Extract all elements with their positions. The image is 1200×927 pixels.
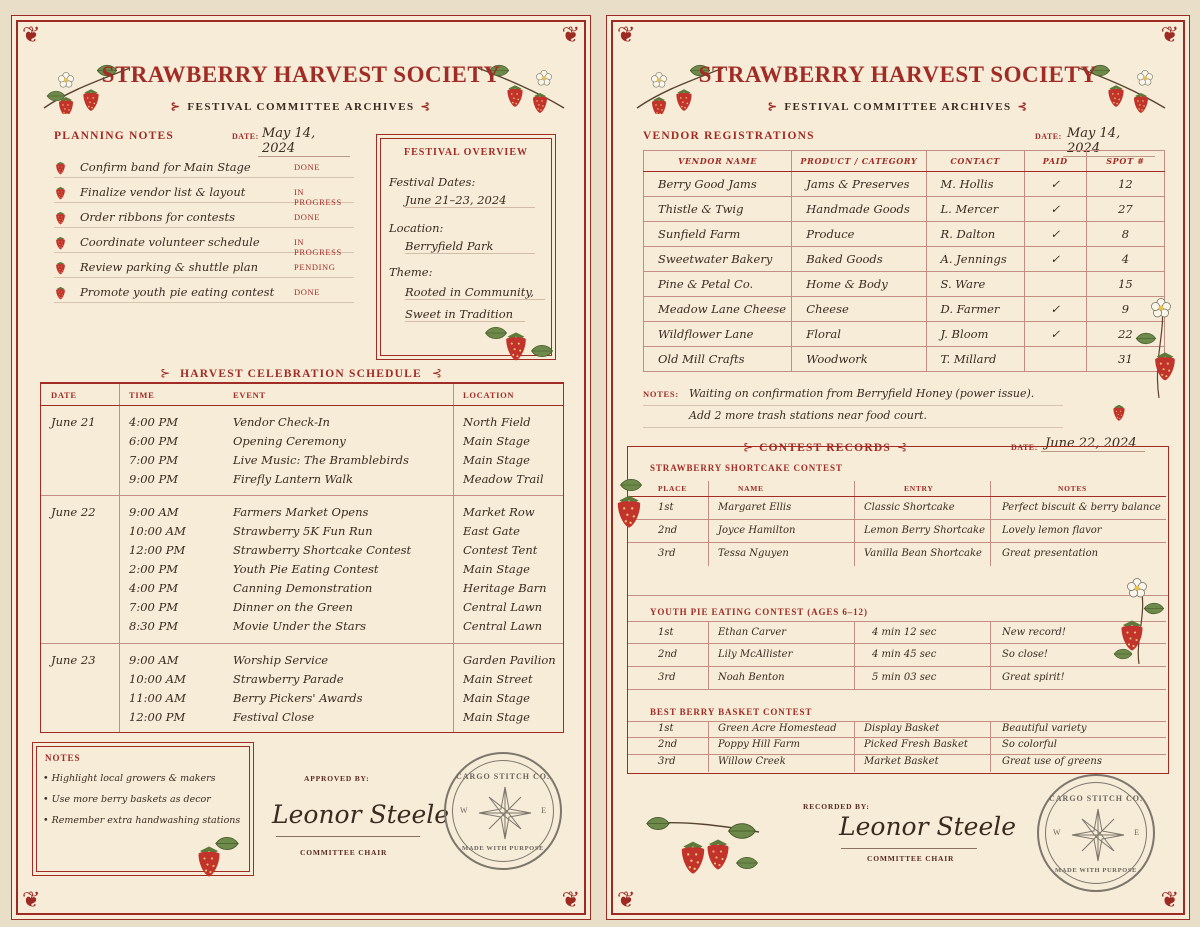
contest-row: 2nd Joyce Hamilton Lemon Berry Shortcake Lovely lemon flavor bbox=[628, 520, 1166, 543]
date-label: DATE: bbox=[232, 132, 259, 141]
contest-row: 3rd Noah Benton 5 min 03 sec Great spirit! bbox=[628, 667, 1166, 690]
compass-rose-icon bbox=[475, 783, 535, 843]
location-value: Berryfield Park bbox=[405, 239, 535, 254]
schedule-row: 10:00 AM Strawberry 5K Fun Run East Gate bbox=[129, 524, 520, 538]
schedule-row: 7:00 PM Dinner on the Green Central Lawn bbox=[129, 600, 543, 614]
schedule-row: June 21 4:00 PM Vendor Check-In North Field bbox=[51, 415, 531, 429]
strawberry-vine-icon bbox=[1109, 578, 1169, 668]
contest-row: 2nd Lily McAllister 4 min 45 sec So close! bbox=[628, 644, 1166, 667]
signature-line bbox=[841, 848, 977, 849]
contest-records-title: CONTEST RECORDS bbox=[759, 442, 891, 454]
schedule-title-row bbox=[18, 364, 584, 382]
flourish-ornament-icon: ⊰ bbox=[1017, 101, 1029, 113]
strawberry-icon bbox=[54, 235, 67, 250]
vendor-notes-line-2 bbox=[643, 406, 1063, 428]
header-event: EVENT bbox=[233, 390, 266, 400]
contest-row: 3rd Willow Creek Market Basket Great use of greens bbox=[658, 756, 1103, 767]
archives-subtitle bbox=[613, 100, 1183, 113]
vendor-header-row bbox=[644, 151, 1165, 172]
corner-flourish-icon: ❦ bbox=[1160, 887, 1179, 912]
flourish-ornament-icon: ⊱ bbox=[170, 101, 182, 113]
schedule-title: HARVEST CELEBRATION SCHEDULE bbox=[176, 368, 426, 380]
date-label: DATE: bbox=[1011, 443, 1038, 452]
vendor-row: Meadow Lane Cheese Cheese D. Farmer ✓ 9 bbox=[644, 297, 1165, 322]
header-spot: SPOT # bbox=[1086, 151, 1164, 172]
stamp-e: E bbox=[1134, 828, 1139, 837]
stamp-bottom-text: MADE WITH PURPOSE bbox=[462, 845, 544, 852]
schedule-day bbox=[41, 644, 563, 732]
planning-date: May 14, 2024 bbox=[258, 126, 350, 157]
vendor-row: Thistle & Twig Handmade Goods L. Mercer ✓ 27 bbox=[644, 197, 1165, 222]
vendor-row: Sunfield Farm Produce R. Dalton ✓ 8 bbox=[644, 222, 1165, 247]
flourish-ornament-icon: ⊱ bbox=[160, 366, 171, 380]
header-vendor-name: VENDOR NAME bbox=[644, 151, 792, 172]
strawberry-icon bbox=[54, 160, 67, 175]
dates-label: Festival Dates: bbox=[389, 175, 476, 189]
day-date: June 21 bbox=[51, 415, 96, 429]
contest-title: STRAWBERRY SHORTCAKE CONTEST bbox=[650, 463, 843, 473]
schedule-row: 11:00 AM Berry Pickers' Awards Main Stage bbox=[129, 691, 530, 705]
right-page bbox=[611, 20, 1185, 915]
subtitle-text: FESTIVAL COMMITTEE ARCHIVES bbox=[187, 101, 415, 113]
task-item: Promote youth pie eating contest DONE bbox=[54, 283, 354, 303]
notes-label: NOTES: bbox=[643, 389, 679, 399]
stamp-top-text: CARGO STITCH CO. bbox=[1048, 794, 1143, 803]
strawberry-vine-icon bbox=[1131, 298, 1183, 402]
signature: Leonor Steele bbox=[272, 800, 450, 829]
signature: Leonor Steele bbox=[839, 812, 1017, 841]
society-title: STRAWBERRY HARVEST SOCIETY bbox=[101, 62, 501, 87]
vendor-row: Wildflower Lane Floral J. Bloom ✓ 22 bbox=[644, 322, 1165, 347]
stamp-e: E bbox=[541, 806, 546, 815]
contest-table bbox=[628, 481, 1166, 566]
overview-title: FESTIVAL OVERVIEW bbox=[404, 147, 528, 158]
vendor-row: Sweetwater Bakery Baked Goods A. Jennings ✓ 4 bbox=[644, 247, 1165, 272]
vendor-row: Berry Good Jams Jams & Preserves M. Hollis ✓ 12 bbox=[644, 172, 1165, 197]
contest-title: BEST BERRY BASKET CONTEST bbox=[650, 707, 813, 717]
paid-check-icon: ✓ bbox=[1024, 247, 1086, 272]
committee-chair-label: COMMITTEE CHAIR bbox=[867, 854, 955, 863]
schedule-table bbox=[40, 382, 564, 733]
flourish-ornament-icon: ⊱ bbox=[767, 101, 779, 113]
contest-records-box bbox=[627, 446, 1169, 774]
vendor-notes-line-1 bbox=[643, 384, 1063, 406]
vendor-row: Old Mill Crafts Woodwork T. Millard 31 bbox=[644, 347, 1165, 372]
schedule-row: 8:30 PM Movie Under the Stars Central Lawn bbox=[129, 619, 543, 633]
theme-line-1: Rooted in Community, bbox=[405, 285, 545, 300]
contest-row: 1st Green Acre Homestead Display Basket Beautiful variety bbox=[628, 721, 1166, 738]
schedule-day bbox=[41, 496, 563, 644]
task-status: IN PROGRESS bbox=[294, 187, 342, 207]
corner-flourish-icon: ❦ bbox=[617, 22, 636, 47]
schedule-row: June 23 9:00 AM Worship Service Garden Pavilion bbox=[51, 653, 556, 667]
header-time: TIME bbox=[129, 390, 155, 400]
paid-check-icon: ✓ bbox=[1024, 197, 1086, 222]
schedule-day bbox=[41, 406, 563, 496]
contest-title: YOUTH PIE EATING CONTEST (AGES 6–12) bbox=[650, 607, 868, 617]
task-item: Order ribbons for contests DONE bbox=[54, 208, 354, 228]
flourish-ornament-icon: ⊱ bbox=[743, 440, 754, 454]
contest-date: June 22, 2024 bbox=[1041, 436, 1145, 452]
paid-check-icon bbox=[1024, 347, 1086, 372]
corner-flourish-icon: ❦ bbox=[617, 887, 636, 912]
contest-header-row: PLACE NAME ENTRY NOTES bbox=[628, 481, 1166, 497]
corner-flourish-icon: ❦ bbox=[561, 22, 580, 47]
theme-line-2: Sweet in Tradition bbox=[405, 307, 525, 322]
contest-row: 1st Ethan Carver 4 min 12 sec New record! bbox=[628, 621, 1166, 644]
strawberry-icon bbox=[609, 478, 653, 538]
society-title: STRAWBERRY HARVEST SOCIETY bbox=[698, 62, 1098, 87]
schedule-header bbox=[41, 384, 563, 406]
strawberry-icon bbox=[54, 260, 67, 275]
task-status: DONE bbox=[294, 287, 321, 297]
schedule-row: 9:00 PM Firefly Lantern Walk Meadow Trail bbox=[129, 472, 544, 486]
paid-check-icon: ✓ bbox=[1024, 297, 1086, 322]
header-contact: CONTACT bbox=[926, 151, 1024, 172]
paid-check-icon: ✓ bbox=[1024, 322, 1086, 347]
contest-row: 2nd Poppy Hill Farm Picked Fresh Basket So colorful bbox=[628, 738, 1166, 755]
task-item: Review parking & shuttle plan PENDING bbox=[54, 258, 354, 278]
flourish-ornament-icon: ⊰ bbox=[431, 366, 442, 380]
subtitle-text: FESTIVAL COMMITTEE ARCHIVES bbox=[784, 101, 1012, 113]
schedule-row: 10:00 AM Strawberry Parade Main Street bbox=[129, 672, 533, 686]
vendor-registrations-title: VENDOR REGISTRATIONS bbox=[643, 130, 815, 142]
strawberry-branch-icon bbox=[643, 812, 763, 892]
header-location: LOCATION bbox=[463, 390, 515, 400]
schedule-row: 2:00 PM Youth Pie Eating Contest Main Stage bbox=[129, 562, 530, 576]
schedule-row: June 22 9:00 AM Farmers Market Opens Market Row bbox=[51, 505, 535, 519]
contest-row: 1st Margaret Ellis Classic Shortcake Perfect biscuit & berry balance bbox=[628, 497, 1166, 520]
stamp-w: W bbox=[460, 806, 468, 815]
schedule-row: 12:00 PM Festival Close Main Stage bbox=[129, 710, 530, 724]
location-label: Location: bbox=[389, 221, 444, 235]
vendor-table bbox=[643, 150, 1165, 372]
stamp-top-text: CARGO STITCH CO. bbox=[455, 772, 550, 781]
task-item: Coordinate volunteer schedule IN PROGRESS bbox=[54, 233, 354, 253]
header-date: DATE bbox=[51, 390, 77, 400]
header-product: PRODUCT / CATEGORY bbox=[792, 151, 926, 172]
header-paid: PAID bbox=[1024, 151, 1086, 172]
flourish-ornament-icon: ⊰ bbox=[896, 440, 907, 454]
notes-title: NOTES bbox=[45, 753, 81, 763]
dates-value: June 21–23, 2024 bbox=[405, 193, 535, 208]
paid-check-icon bbox=[1024, 272, 1086, 297]
paid-check-icon: ✓ bbox=[1024, 222, 1086, 247]
signature-line bbox=[276, 836, 420, 837]
note-item: • Use more berry baskets as decor bbox=[43, 794, 211, 805]
flourish-ornament-icon: ⊰ bbox=[420, 101, 432, 113]
corner-flourish-icon: ❦ bbox=[561, 887, 580, 912]
contest-row: 3rd Tessa Nguyen Vanilla Bean Shortcake Great presentation bbox=[658, 548, 1099, 559]
cargo-stitch-stamp bbox=[444, 752, 562, 870]
schedule-row: 12:00 PM Strawberry Shortcake Contest Contest Tent bbox=[129, 543, 538, 557]
compass-rose-icon bbox=[1068, 805, 1128, 865]
corner-flourish-icon: ❦ bbox=[22, 887, 41, 912]
strawberry-icon bbox=[54, 185, 67, 200]
task-status: DONE bbox=[294, 162, 321, 172]
vendor-date: May 14, 2024 bbox=[1063, 126, 1155, 157]
committee-chair-label: COMMITTEE CHAIR bbox=[300, 848, 388, 857]
approved-by-label: APPROVED BY: bbox=[304, 774, 370, 783]
task-status: PENDING bbox=[294, 262, 336, 272]
note-item: • Remember extra handwashing stations bbox=[43, 815, 241, 826]
left-page bbox=[16, 20, 586, 915]
strawberry-icon bbox=[54, 285, 67, 300]
contest-table bbox=[628, 721, 1166, 772]
task-item: Finalize vendor list & layout IN PROGRESS bbox=[54, 183, 354, 203]
schedule-row: 6:00 PM Opening Ceremony Main Stage bbox=[129, 434, 530, 448]
contest-table bbox=[628, 621, 1166, 690]
strawberry-icon bbox=[1111, 402, 1127, 422]
vendor-note: Add 2 more trash stations near food court. bbox=[689, 409, 928, 422]
schedule-row: 7:00 PM Live Music: The Bramblebirds Main Stage bbox=[129, 453, 530, 467]
paid-check-icon: ✓ bbox=[1024, 172, 1086, 197]
strawberry-icon bbox=[190, 830, 250, 882]
task-status: DONE bbox=[294, 212, 321, 222]
planning-notes-title: PLANNING NOTES bbox=[54, 130, 174, 142]
archives-subtitle bbox=[18, 100, 584, 113]
task-item: Confirm band for Main Stage DONE bbox=[54, 158, 354, 178]
vendor-row: Pine & Petal Co. Home & Body S. Ware 15 bbox=[644, 272, 1165, 297]
day-date: June 23 bbox=[51, 653, 96, 667]
corner-flourish-icon: ❦ bbox=[1160, 22, 1179, 47]
corner-flourish-icon: ❦ bbox=[22, 22, 41, 47]
note-item: • Highlight local growers & makers bbox=[43, 773, 216, 784]
stamp-w: W bbox=[1053, 828, 1061, 837]
vendor-note: Waiting on confirmation from Berryfield Honey (power issue). bbox=[689, 387, 1035, 400]
task-status: IN PROGRESS bbox=[294, 237, 342, 257]
day-date: June 22 bbox=[51, 505, 96, 519]
recorded-by-label: RECORDED BY: bbox=[803, 802, 870, 811]
strawberry-icon bbox=[54, 210, 67, 225]
theme-label: Theme: bbox=[389, 265, 433, 279]
schedule-row: 4:00 PM Canning Demonstration Heritage Barn bbox=[129, 581, 547, 595]
date-label: DATE: bbox=[1035, 132, 1062, 141]
cargo-stitch-stamp bbox=[1037, 774, 1155, 892]
stamp-bottom-text: MADE WITH PURPOSE bbox=[1055, 867, 1137, 874]
